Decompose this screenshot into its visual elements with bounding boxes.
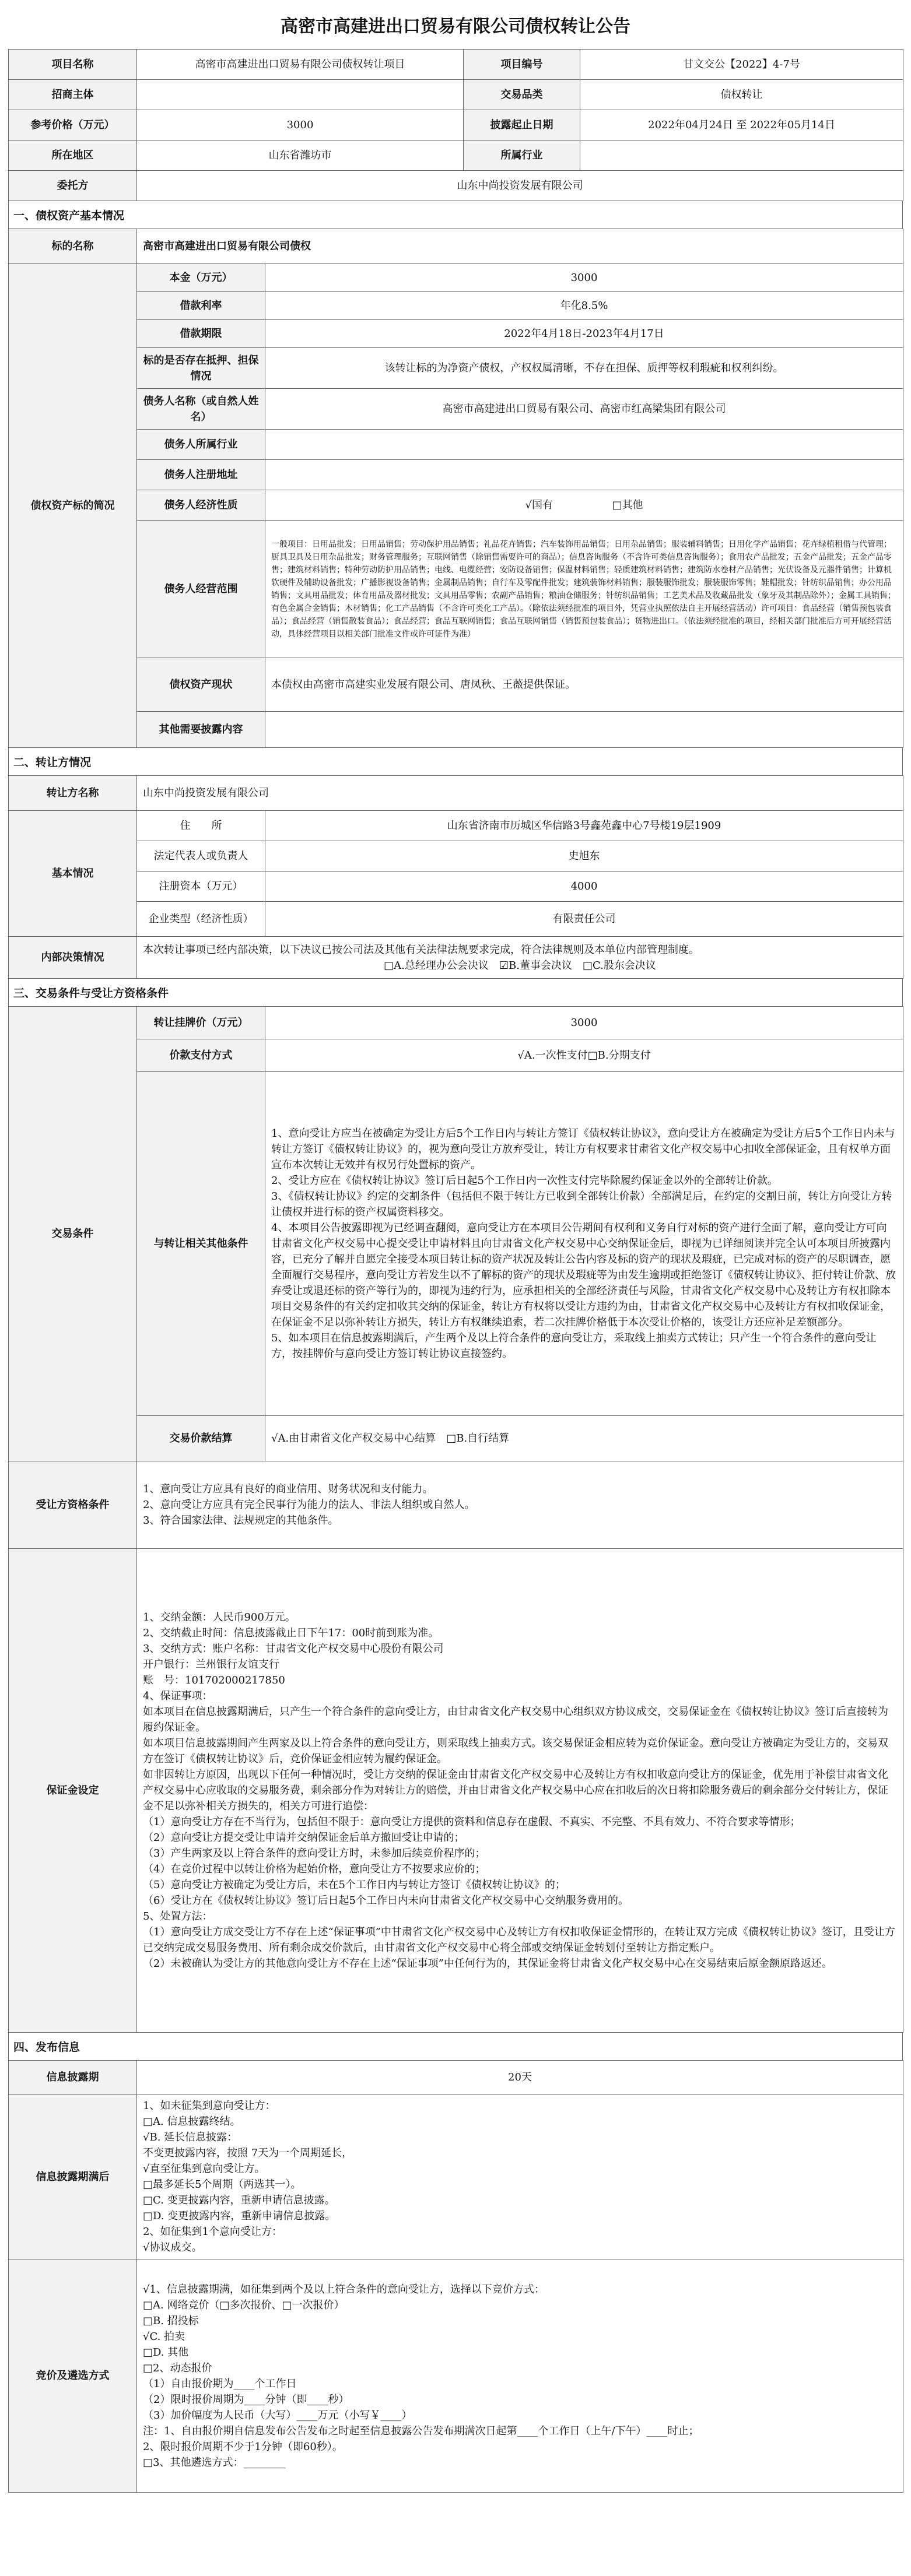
price-label: 参考价格（万元） xyxy=(9,110,137,140)
section-2-heading: 二、转让方情况 xyxy=(8,748,903,775)
address: 山东省济南市历城区华信路3号鑫苑鑫中心7号楼19层1909 xyxy=(265,811,903,841)
principal: 3000 xyxy=(265,264,903,292)
status-label: 债权资产现状 xyxy=(137,658,265,712)
expiry-label: 信息披露期满后 xyxy=(9,2094,137,2259)
target-name: 高密市高建进出口贸易有限公司债权 xyxy=(137,229,903,264)
settlement-label: 交易价款结算 xyxy=(137,1416,265,1461)
region-label: 所在地区 xyxy=(9,140,137,171)
debtor-label: 债务人名称（或自然人姓名） xyxy=(137,389,265,430)
other-conditions: 1、意向受让方应当在被确定为受让方后5个工作日内与转让方签订《债权转让协议》，意向受让方在被确定为受让方后5个工作日内未与转让方签订《债权转让协议》的，视为意向受让方放弃受让，转让方有权要求甘肃省文化产权交易中心扣收全部保证金，且有权单方面宣布本次转让无效并有权另行处置标的资产。 2、受让方应在《债权转让协议》签订后日起5个工作日内一次性支付完毕除履约保证金以外的全部转让价款。 3、《债权转让协议》约定的交割条件（包括但不限于转让方已收到全部转让价款）全部满足后，在约定的交割日前，转让方向受让方转让债权并进行标的资产权属资料移交。 4、本项目公告披露即视为已经调查翻阅，意向受让方在本项目公告期间有权利和义务自行对标的资产进行全面了解，意向受让方可向甘肃省文化产权交易中心提交受让申请材料且向甘肃省文化产权交易中心交纳保证金后，即视为已详细阅读并完全认可本项目所披露内容，已充分了解并自愿完全接受本项目转让标的资产状况及转让公告内容及标的资产的现状及瑕疵，已完成对标的资产的尽职调查，愿全面履行交易程序，意向受让方若发生以不了解标的资产的现状及瑕疵等为由发生逾期或拒绝签订《债权转让协议》、拒付转让价款、放弃受让或退还标的资产等行为的，即视为违约行为，应承担相关的全部经济责任与风险，甘肃省文化产权交易中心及转让方有权扣除本项目交易条件的有关约定扣收其交纳的保证金，转让方有权将以受让方违约为由，甘肃省文化产权交易中心及转让方有权扣收保证金，在保证金不足以弥补转让方损失，转让方有权继续追索，若二次挂牌价格低于本次受让价格的，该受让方还应补足差额部分。 5、如本项目在信息披露期满后，产生两个及以上符合条件的意向受让方，采取线上抽卖方式转让；只产生一个符合条件的意向受让方，按挂牌价与意向受让方签订转让协议直接签约。 xyxy=(265,1072,903,1416)
capital: 4000 xyxy=(265,871,903,902)
pledge-label: 标的是否存在抵押、担保情况 xyxy=(137,348,265,389)
industry xyxy=(580,140,903,171)
section-3-heading: 三、交易条件与受让方资格条件 xyxy=(8,979,903,1006)
period: 2022年04月24日 至 2022年05月14日 xyxy=(580,110,903,140)
representative-label: 法定代表人或负责人 xyxy=(137,841,265,871)
payment-method: √A.一次性支付□B.分期支付 xyxy=(265,1039,903,1072)
deposit-terms: 1、交纳金额：人民币900万元。 2、交纳截止时间：信息披露截止日下午17：00时前到账为准。 3、交纳方式：账户名称：甘肃省文化产权交易中心股份有限公司 开户银行：兰州银行友谊支行 账 号：101702000217850 4、保证事项： 如本项目在信息披露期满后，只产生一个符合条件的意向受让方，由甘肃省文化产权交易中心组织双方协议成交，交易保证金在《债权转让协议》签订后直接转为履约保证金。 如本项目信息披露期间产生两家及以上符合条件的意向受让方，则采取线上抽卖方式。该交易保证金相应转为竞价保证金。意向受让方被确定为受让方的，交易双方在签订《债权转让协议》后，竞价保证金相应转为履约保证金。 如非因转让方原因，出现以下任何一种情况时，受让方交纳的保证金由甘肃省文化产权交易中心及转让方有权扣收意向受让方的保证金，优先用于补偿甘肃省文化产权交易中心应收取的交易服务费，剩余部分作为对转让方的赔偿，并由甘肃省文化产权交易中心应在扣收后的次日将扣除服务费后的剩余部分交付转让方，保证金不足以弥补相关方损失的，相关方可进行追偿： （1）意向受让方存在不当行为，包括但不限于：意向受让方提供的资料和信息存在虚假、不真实、不完整、不具有效力、不符合要求等情形； （2）意向受让方提交受让申请并交纳保证金后单方撤回受让申请的； （3）产生两家及以上符合条件的意向受让方时，未参加后续竞价程序的； （4）在竞价过程中以转让价格为起始价格，意向受让方不按要求应价的； （5）意向受让方被确定为受让方后，未在5个工作日内与转让方签订《债权转让协议》的； （6）受让方在《债权转让协议》签订后日起5个工作日内未向甘肃省文化产权交易中心交纳服务费用的。 5、处置方法： （1）意向受让方成交受让方不存在上述“保证事项”中甘肃省文化产权交易中心及转让方有权扣收保证金情形的，在转让双方完成《债权转让协议》签订，且受让方已交纳完成交易服务费用、所有剩余成交价款后，由甘肃省文化产权交易中心将全部或交纳保证金转划付至转让方指定账户。 （2）未被确认为受让方的其他意向受让方不存在上述“保证事项”中任何行为的，其保证金将甘肃省文化产权交易中心在交易结束后原金额原路返还。 xyxy=(137,1549,903,2033)
rate: 年化8.5% xyxy=(265,292,903,320)
business-scope: 一般项目：日用品批发；日用品销售；劳动保护用品销售；礼品花卉销售；汽车装饰用品销售；日用杂品销售；服装辅料销售；日用化学产品销售；花卉绿植租借与代管理；厨具卫具及日用杂品批发；财务管理服务；互联网销售（除销售需要许可的商品）；信息咨询服务（不含许可类信息咨询服务）；食用农产品批发；五金产品批发；五金产品零售；建筑材料销售；特种劳动防护用品销售；电线、电缆经营；安防设备销售；保温材料销售；轻质建筑材料销售；建筑防水卷材产品销售；光伏设备及元器件销售；计算机软硬件及辅助设备批发；广播影视设备销售；金属制品销售；自行车及零配件批发；建筑装饰材料销售；服装服饰批发；服装服饰零售；鞋帽批发；针纺织品销售；办公用品销售；文具用品批发；体育用品及器材批发；文具用品零售；农副产品销售；粮油仓储服务；针纺织品销售；工艺美术品及收藏品批发（象牙及其制品除外）；金属工具销售；有色金属合金销售；木材销售；化工产品销售（不含许可类化工产品）。（除依法须经批准的项目外，凭营业执照依法自主开展经营活动）许可项目：食品经营（销售预包装食品）；食品经营（销售散装食品）；食品经营；食品互联网销售；食品互联网销售（销售预包装食品）；货物进出口。（依法须经批准的项目，经相关部门批准后方可开展经营活动，具体经营项目以相关部门批准文件或许可证件为准） xyxy=(265,521,903,658)
debtor-industry-label: 债务人所属行业 xyxy=(137,430,265,460)
company-type-label: 企业类型（经济性质） xyxy=(137,902,265,937)
company-type: 有限责任公司 xyxy=(265,902,903,937)
payment-label: 价款支付方式 xyxy=(137,1039,265,1072)
section-4-heading: 四、发布信息 xyxy=(8,2033,903,2060)
debtor: 高密市高建进出口贸易有限公司、高密市红高梁集团有限公司 xyxy=(265,389,903,430)
address-label: 住 所 xyxy=(137,811,265,841)
asset-group-label: 债权资产标的简况 xyxy=(9,264,137,748)
debtor-address xyxy=(265,460,903,490)
listing-price-label: 转让挂牌价（万元） xyxy=(137,1007,265,1039)
debtor-industry xyxy=(265,430,903,460)
asset-status: 本债权由高密市高建实业发展有限公司、唐凤秋、王薇提供保证。 xyxy=(265,658,903,712)
project-name: 高密市高建进出口贸易有限公司债权转让项目 xyxy=(137,50,464,80)
qualification-label: 受让方资格条件 xyxy=(9,1461,137,1549)
announcement-page xyxy=(8,0,903,2493)
bidding-method: √1、信息披露期满，如征集到两个及以上符合条件的意向受让方，选择以下竞价方式： □A. 网络竞价（□多次报价、□一次报价） □B. 招投标 √C. 拍卖 □D. 其他 □2、动态报价 （1）自由报价期为____个工作日 （2）限时报价周期为____分钟（即____秒） （3）加价幅度为人民币（大写）____万元（小写￥____） 注：1、自由报价期自信息发布公告发布之时起至信息披露公告发布期满次日起第____个工作日（上午/下午）____时止； 2、限时报价周期不少于1分钟（即60秒）。 □3、其他遴选方式：________ xyxy=(137,2259,903,2493)
period-label: 披露起止日期 xyxy=(464,110,580,140)
decision-options: □A.总经理办公会决议 ☑B.董事会决议 □C.股东会决议 xyxy=(384,959,656,972)
rate-label: 借款利率 xyxy=(137,292,265,320)
transferor-name: 山东中尚投资发展有限公司 xyxy=(137,776,903,811)
other-conditions-label: 与转让相关其他条件 xyxy=(137,1072,265,1416)
expiry-options: 1、如未征集到意向受让方： □A. 信息披露终结。 √B. 延长信息披露： 不变更披露内容，按照 7天为一个周期延长， √直至征集到意向受让方。 □最多延长5个周期（两选其一）。 □C. 变更披露内容，重新申请信息披露。 □D. 变更披露内容，重新申请信息披露。 2、如征集到1个意向受让方： √协议成交。 xyxy=(137,2094,903,2259)
project-name-label: 项目名称 xyxy=(9,50,137,80)
nature-options xyxy=(265,490,903,521)
trustee: 山东中尚投资发展有限公司 xyxy=(137,171,903,201)
section-1-table xyxy=(8,229,903,748)
decision xyxy=(137,937,903,979)
term-label: 借款期限 xyxy=(137,320,265,348)
settlement: √A.由甘肃省文化产权交易中心结算 □B.自行结算 xyxy=(265,1416,903,1461)
region: 山东省潍坊市 xyxy=(137,140,464,171)
header-table xyxy=(8,49,903,201)
nature-option-other: □其他 xyxy=(612,499,643,511)
decision-text: 本次转让事项已经内部决策，以下决议已按公司法及其他有关法律法规要求完成，符合法律规则及本单位内部管理制度。 xyxy=(143,943,699,956)
trade-conditions-label: 交易条件 xyxy=(9,1007,137,1461)
other-disclosure-label: 其他需要披露内容 xyxy=(137,712,265,748)
target-label: 标的名称 xyxy=(9,229,137,264)
decision-label: 内部决策情况 xyxy=(9,937,137,979)
bidding-method-label: 竞价及遴选方式 xyxy=(9,2259,137,2493)
other-disclosure xyxy=(265,712,903,748)
listing-price: 3000 xyxy=(265,1007,903,1039)
category: 债权转让 xyxy=(580,80,903,110)
qualification: 1、意向受让方应具有良好的商业信用、财务状况和支付能力。 2、意向受让方应具有完全民事行为能力的法人、非法人组织或自然人。 3、符合国家法律、法规规定的其他条件。 xyxy=(137,1461,903,1549)
subject xyxy=(137,80,464,110)
trustee-label: 委托方 xyxy=(9,171,137,201)
price: 3000 xyxy=(137,110,464,140)
industry-label: 所属行业 xyxy=(464,140,580,171)
nature-label: 债务人经济性质 xyxy=(137,490,265,521)
term: 2022年4月18日-2023年4月17日 xyxy=(265,320,903,348)
principal-label: 本金（万元） xyxy=(137,264,265,292)
pledge: 该转让标的为净资产债权，产权权属清晰，不存在担保、质押等权利瑕疵和权利纠纷。 xyxy=(265,348,903,389)
page-title: 高密市高建进出口贸易有限公司债权转让公告 xyxy=(281,16,630,37)
debtor-address-label: 债务人注册地址 xyxy=(137,460,265,490)
disclosure-period-label: 信息披露期 xyxy=(9,2061,137,2094)
basic-info-label: 基本情况 xyxy=(9,811,137,937)
representative: 史旭东 xyxy=(265,841,903,871)
subject-label: 招商主体 xyxy=(9,80,137,110)
section-4-table xyxy=(8,2060,903,2493)
transferor-name-label: 转让方名称 xyxy=(9,776,137,811)
project-no: 甘文交公【2022】4-7号 xyxy=(580,50,903,80)
scope-label: 债务人经营范围 xyxy=(137,521,265,658)
disclosure-period: 20天 xyxy=(137,2061,903,2094)
capital-label: 注册资本（万元） xyxy=(137,871,265,902)
section-1-heading: 一、债权资产基本情况 xyxy=(8,201,903,229)
deposit-label: 保证金设定 xyxy=(9,1549,137,2033)
project-no-label: 项目编号 xyxy=(464,50,580,80)
section-3-table xyxy=(8,1006,903,2033)
category-label: 交易品类 xyxy=(464,80,580,110)
nature-option-state: √国有 xyxy=(525,499,553,511)
section-2-table xyxy=(8,775,903,979)
